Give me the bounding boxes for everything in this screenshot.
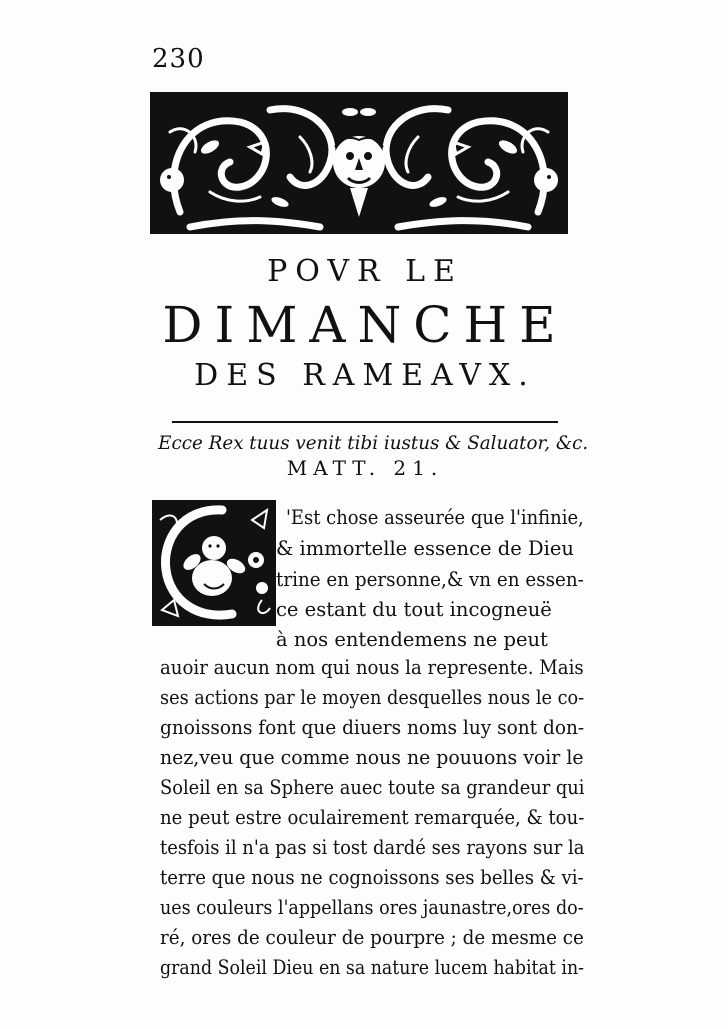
body-line-7: ses actions par le moyen desquelles nous le co- [160, 686, 585, 709]
body-line-11: ne peut estre oculairement remarquée, & tou- [160, 806, 585, 829]
body-line-15: ré, ores de couleur de pourpre ; de mesme ce [160, 926, 584, 949]
title-line-3: DES RAMEAVX. [194, 358, 536, 393]
body-line-6: auoir aucun nom qui nous la represente. Mais [160, 656, 584, 679]
body-line-13: terre que nous ne cognoissons ses belles & vi- [160, 866, 584, 889]
title-line-2: DIMANCHE [162, 296, 568, 354]
epigraph: Ecce Rex tuus venit tibi iustus & Saluator, &c. [158, 432, 589, 454]
ornamental-headpiece [150, 92, 568, 234]
body-line-4: ce estant du tout incogneuë [276, 598, 552, 621]
body-line-10: Soleil en sa Sphere auec toute sa grandeur qui [160, 776, 585, 799]
body-line-3: trine en personne,& vn en essen- [276, 568, 584, 591]
page-number: 230 [152, 44, 205, 74]
body-line-5: à nos entendemens ne peut [276, 628, 548, 651]
body-line-12: tesfois il n'a pas si tost dardé ses rayons sur la [160, 836, 585, 859]
scripture-citation: MATT. 21. [286, 456, 444, 480]
title-line-1: POVR LE [267, 254, 463, 289]
body-line-1: 'Est chose asseurée que l'infinie, [286, 506, 584, 529]
body-line-2: & immortelle essence de Dieu [276, 537, 574, 560]
body-line-9: nez,veu que comme nous ne pouuons voir le [160, 746, 584, 769]
body-line-16: grand Soleil Dieu en sa nature lucem habitat in- [160, 956, 585, 979]
body-line-8: gnoissons font que diuers noms luy sont don- [160, 716, 585, 739]
title-rule [172, 421, 558, 423]
drop-cap-c [152, 500, 276, 626]
body-line-14: ues couleurs l'appellans ores jaunastre,ores do- [160, 896, 584, 919]
